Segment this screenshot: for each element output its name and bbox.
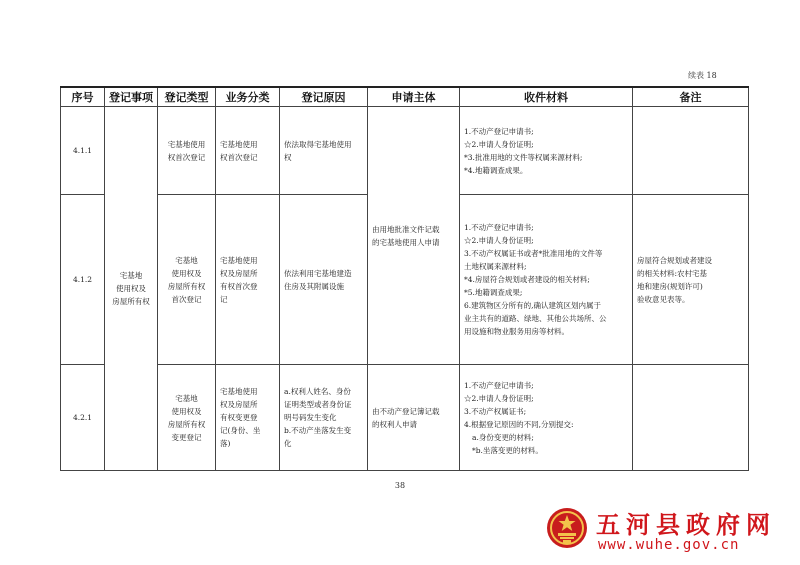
notes-cell (633, 107, 749, 195)
material-line: 用设施和物业服务用房等材料。 (464, 327, 569, 336)
material-line: 1.不动产登记申请书; (464, 126, 534, 136)
material-line: 土地权属来源材料; (464, 262, 527, 271)
header-reason: 登记原因 (280, 87, 368, 107)
material-line: *5.地籍调查成果; (464, 288, 523, 297)
header-applicant: 申请主体 (368, 87, 460, 107)
materials-cell (460, 195, 633, 365)
site-url: www.wuhe.gov.cn (598, 537, 740, 553)
material-line: a.身份变更的材料; (472, 432, 534, 442)
registration-reason-cell: 依法取得宅基地使用 权 (280, 107, 368, 195)
header-seq: 序号 (61, 87, 105, 107)
materials-cell (460, 365, 633, 471)
applicant-cell: 由不动产登记簿记载 的权利人申请 (368, 365, 460, 471)
applicant-cell: 由用地批准文件记载 的宅基地使用人申请 (368, 107, 460, 365)
table-row (61, 107, 749, 195)
row-seq: 4.1.1 (61, 107, 105, 195)
site-watermark (546, 505, 786, 560)
header-materials: 收件材料 (460, 87, 633, 107)
site-name: 五河县政府网 (596, 511, 776, 539)
material-line: *4.地籍调查成果。 (464, 165, 528, 175)
table-header-row (61, 87, 749, 107)
row-seq: 4.2.1 (61, 365, 105, 471)
registration-type-cell: 宅基地 使用权及 房屋所有权 首次登记 (158, 195, 216, 365)
material-line: 3.不动产权属证书或者*批准用地的文件等 (464, 249, 603, 258)
table-row (61, 365, 749, 471)
row-seq: 4.1.2 (61, 195, 105, 365)
header-category: 业务分类 (216, 87, 280, 107)
registration-reason-cell: 依法利用宅基地建造 住房及其附属设施 (280, 195, 368, 365)
business-category-cell: 宅基地使用 权及房屋所 有权首次登 记 (216, 195, 280, 365)
notes-cell (633, 365, 749, 471)
business-category-cell: 宅基地使用 权及房屋所 有权变更登 记(身份、坐 落) (216, 365, 280, 471)
material-line: ☆2.申请人身份证明; (464, 393, 534, 403)
business-category-cell: 宅基地使用 权首次登记 (216, 107, 280, 195)
registration-reason-cell: a.权利人姓名、身份 证明类型或者身份证 明号码发生变化 b.不动产坐落发生变 化 (280, 365, 368, 471)
national-emblem-icon (546, 507, 588, 549)
materials-cell (460, 107, 633, 195)
material-line: ☆2.申请人身份证明; (464, 236, 534, 245)
header-item: 登记事项 (105, 87, 158, 107)
material-line: 1.不动产登记申请书; (464, 380, 534, 390)
material-line: *3.批准用地的文件等权属来源材料; (464, 152, 583, 162)
material-line: 3.不动产权属证书; (464, 406, 527, 416)
header-type: 登记类型 (158, 87, 216, 107)
registration-type-cell: 宅基地使用 权首次登记 (158, 107, 216, 195)
notes-cell: 房屋符合规划或者建设 的相关材料:农村宅基 地和建房(规划许可) 验收意见表等。 (633, 195, 749, 365)
continuation-label: 续表 18 (688, 71, 717, 80)
material-line: 4.根据登记原因的不同,分别提交: (464, 419, 574, 429)
material-line: 6.建筑物区分所有的,确认建筑区划内属于 (464, 301, 602, 310)
registration-type-cell: 宅基地 使用权及 房屋所有权 变更登记 (158, 365, 216, 471)
registration-table (60, 86, 749, 471)
page-number: 38 (394, 481, 406, 490)
registration-item-cell: 宅基地 使用权及 房屋所有权 (105, 107, 158, 471)
material-line: *b.坐落变更的材料。 (472, 445, 543, 455)
material-line: ☆2.申请人身份证明; (464, 139, 534, 149)
material-line: 1.不动产登记申请书; (464, 223, 534, 232)
header-notes: 备注 (633, 87, 749, 107)
material-line: 业主共有的道路、绿地、其他公共场所、公 (464, 314, 607, 323)
material-line: *4.房屋符合规划或者建设的相关材料; (464, 275, 590, 284)
